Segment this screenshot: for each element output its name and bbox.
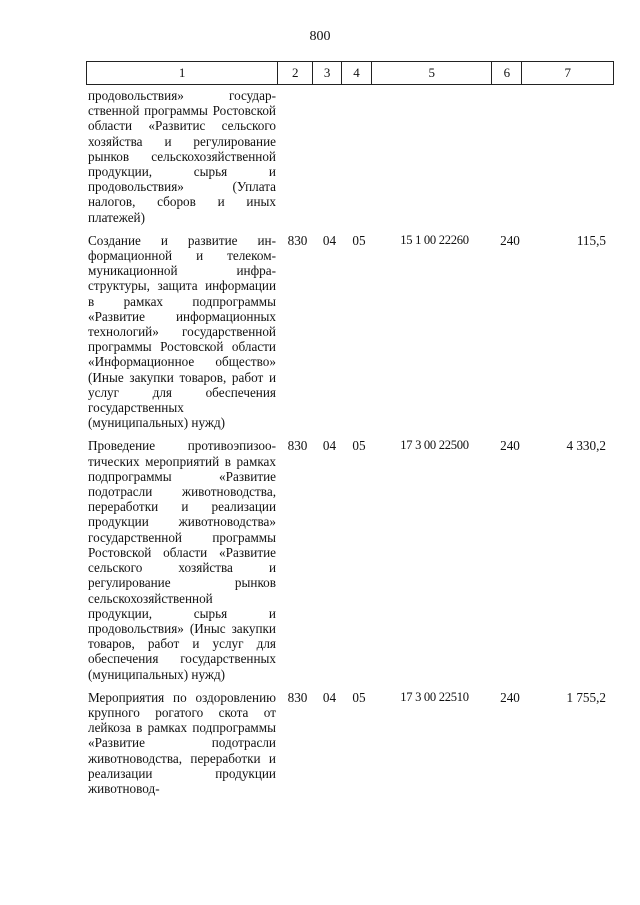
table-row	[88, 438, 612, 681]
row-ministry-code: 830	[287, 438, 308, 454]
row-amount: 4 330,2	[566, 438, 606, 454]
row-section-code: 04	[322, 689, 337, 705]
row-section-code: 04	[322, 232, 337, 248]
header-col-6: 6	[492, 62, 522, 84]
row-amount: 115,5	[576, 232, 606, 248]
table-row	[88, 690, 612, 796]
header-col-4: 4	[342, 62, 372, 84]
row-target-code: 17 3 00 22510	[400, 689, 469, 704]
row-subsection-code: 05	[352, 689, 366, 705]
row-section-code: 04	[322, 438, 337, 454]
row-target-code: 17 3 00 22500	[400, 438, 469, 453]
row-subsection-code: 05	[352, 232, 366, 248]
row-description: продовольствия» государственной программы Ростовской области «Развитис сельского хозяйства и регулирование рынков сельскохозяйственной продукции, сырья и продовольствия» (Уплата налогов, сборов и иных платежей)	[88, 88, 276, 225]
row-expense-type: 240	[500, 689, 520, 705]
row-ministry-code: 830	[287, 232, 308, 248]
table-header	[86, 61, 614, 85]
row-description: Мероприятия по оздоровлению крупного рогатого скота от лейкоза в рамках подпрограммы «Развитие подотрасли животноводства, переработки и реализации продукции животновод-	[88, 689, 276, 796]
row-ministry-code: 830	[287, 689, 308, 705]
row-expense-type: 240	[500, 438, 520, 454]
row-description: Создание и развитие информационной и телекоммуникационной инфраструктуры, защита информации в рамках подпрограммы «Развитие информационных технологий» государственной программы Ростовской области «Информационное общество» (Иные закупки товаров, работ и услуг для обеспечения государственных (муниципальных) нужд)	[88, 232, 276, 431]
header-col-1: 1	[87, 62, 278, 84]
row-subsection-code: 05	[352, 438, 366, 454]
header-col-7: 7	[564, 65, 571, 80]
row-amount: 1 755,2	[566, 689, 606, 705]
header-col-5: 5	[372, 62, 493, 84]
header-col-3: 3	[313, 62, 342, 84]
table-row	[88, 233, 612, 431]
table-row	[88, 88, 612, 225]
header-col-2: 2	[278, 62, 313, 84]
row-target-code: 15 1 00 22260	[400, 232, 469, 247]
table-body	[88, 88, 612, 796]
row-description: Проведение противоэпизоотических мероприятий в рамках подпрограммы «Развитие подотрасли животноводства, переработки и реализации продукции животноводства» государственной программы Ростовской области «Развитие сельского хозяйства и регулирование рынков сельскохозяйственной продукции, сырья и продовольствия» (Иныс закупки товаров, работ и услуг для обеспечения государственных (муниципальных) нужд)	[88, 438, 276, 682]
page-number: 800	[309, 29, 331, 44]
row-expense-type: 240	[500, 232, 520, 248]
